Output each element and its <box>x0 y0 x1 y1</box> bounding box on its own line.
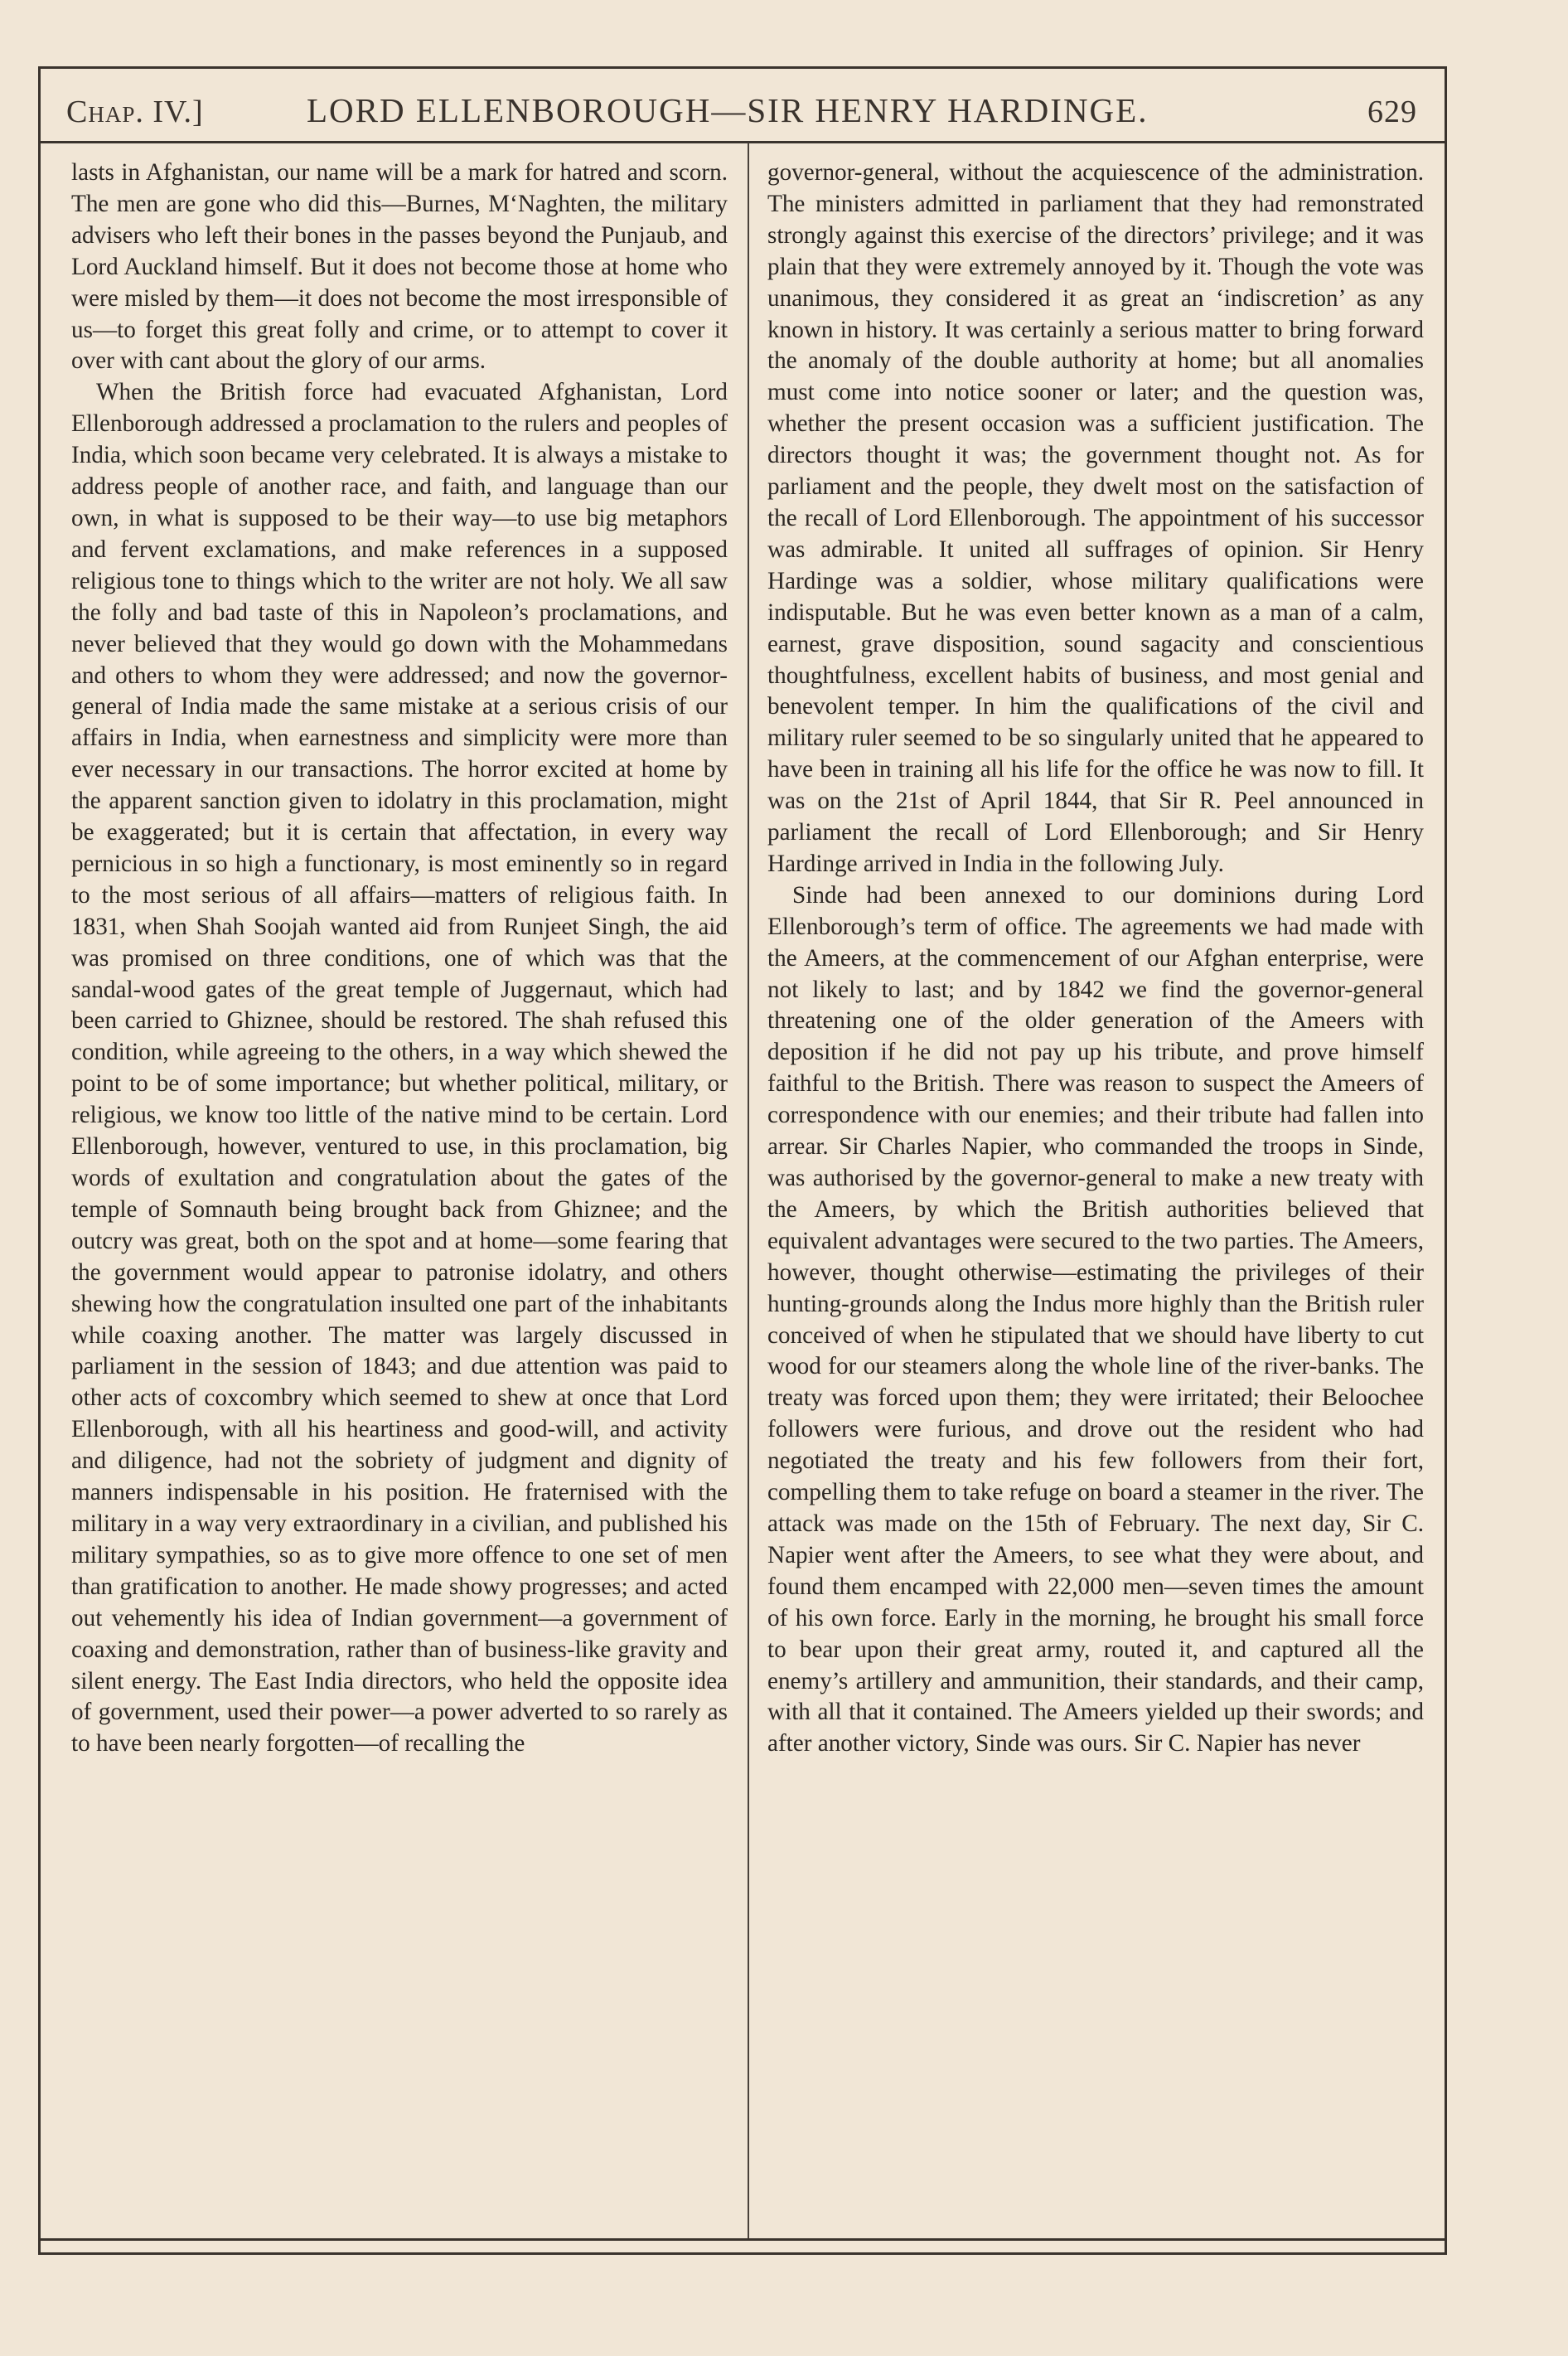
paragraph: lasts in Afghanistan, our name will be a mark for hatred and scorn. The men are gone who did this—Burnes, M‘Naghten, the military advisers who left their bones in the passes beyond the Punjaub, and Lord Auckland himself. But it does not become those at home who were misled by them—it does not become the most irresponsible of us—to forget this great folly and crime, or to attempt to cover it over with cant about the glory of our arms. <box>71 159 728 375</box>
footer-rule <box>38 2238 1447 2241</box>
page-number: 629 <box>1367 95 1417 129</box>
paragraph: governor-general, without the acquiescence of the administration. The ministers admitted in parliament that they had remonstrated strongly against this exercise of the directors’ privilege; and it was plain that they were extremely annoyed by it. Though the vote was unanimous, they considered it as great an ‘indiscretion’ as any known in history. It was certainly a serious matter to bring forward the anomaly of the double authority at home; but all anomalies must come into notice sooner or later; and the question was, whether the present occasion was a sufficient justification. The directors thought it was; the government thought not. As for parliament and the people, they dwelt most on the satisfaction of the recall of Lord Ellenborough. The appointment of his successor was admirable. It united all suffrages of opinion. Sir Henry Hardinge was a soldier, whose military qualifications were indisputable. But he was even better known as a man of a calm, earnest, grave disposition, sound sagacity and conscientious thoughtfulness, excellent habits of business, and most genial and benevolent temper. In him the qualifications of the civil and military ruler seemed to be so singularly united that he appeared to have been in training all his life for the office he was now to fill. It was on the 21st of April 1844, that Sir R. Peel announced in parliament the recall of Lord Ellenborough; and Sir Henry Hardinge arrived in India in the following July. <box>767 159 1424 877</box>
left-column <box>71 158 728 1760</box>
header-rule <box>38 141 1447 143</box>
right-column <box>767 158 1424 1760</box>
column-divider <box>748 143 749 2240</box>
paragraph: Sinde had been annexed to our dominions during Lord Ellenborough’s term of office. The agreements we had made with the Ameers, at the commencement of our Afghan enterprise, were not likely to last; and by 1842 we find the governor-general threatening one of the older generation of the Ameers with deposition if he did not pay up his tribute, and prove himself faithful to the British. There was reason to suspect the Ameers of correspondence with our enemies; and their tribute had fallen into arrear. Sir Charles Napier, who commanded the troops in Sinde, was authorised by the governor-general to make a new treaty with the Ameers, by which the British authorities believed that equivalent advantages were secured to the two parties. The Ameers, however, thought otherwise—estimating the privileges of their hunting-grounds along the Indus more highly than the British ruler conceived of when he stipulated that we should have liberty to cut wood for our steamers along the whole line of the river-banks. The treaty was forced upon them; they were irritated; their Beloochee followers were furious, and drove out the resident who had negotiated the treaty and his few followers from their fort, compelling them to take refuge on board a steamer in the river. The attack was made on the 15th of February. The next day, Sir C. Napier went after the Ameers, to see what they were about, and found them encamped with 22,000 men—seven times the amount of his own force. Early in the morning, he brought his small force to bear upon their great army, routed it, and captured all the enemy’s artillery and ammunition, their standards, and their camp, with all that it contained. The Ameers yielded up their swords; and after another victory, Sinde was ours. Sir C. Napier has never <box>767 881 1424 1757</box>
chapter-marker: Chap. IV.] <box>66 95 204 129</box>
paragraph: When the British force had evacuated Afghanistan, Lord Ellenborough addressed a proclamation to the rulers and peoples of India, which soon became very celebrated. It is always a mistake to address people of another race, and faith, and language than our own, in what is supposed to be their way—to use big metaphors and fervent exclamations, and make references in a supposed religious tone to things which to the writer are not holy. We all saw the folly and bad taste of this in Napoleon’s proclamations, and never believed that they would go down with the Mohammedans and others to whom they were addressed; and now the governor-general of India made the same mistake at a serious crisis of our affairs in India, when earnestness and simplicity were more than ever necessary in our transactions. The horror excited at home by the apparent sanction given to idolatry in this proclamation, might be exaggerated; but it is certain that affectation, in every way pernicious in so high a functionary, is most eminently so in regard to the most serious of all affairs—matters of religious faith. In 1831, when Shah Soojah wanted aid from Runjeet Singh, the aid was promised on three conditions, one of which was that the sandal-wood gates of the great temple of Juggernaut, which had been carried to Ghiznee, should be restored. The shah refused this condition, while agreeing to the others, in a way which shewed the point to be of some importance; but whether political, military, or religious, we know too little of the native mind to be certain. Lord Ellenborough, however, ventured to use, in this proclamation, big words of exultation and congratulation about the gates of the temple of Somnauth being brought back from Ghiznee; and the outcry was great, both on the spot and at home—some fearing that the government would appear to patronise idolatry, and others shewing how the congratulation insulted one part of the inhabitants while coaxing another. The matter was largely discussed in parliament in the session of 1843; and due attention was paid to other acts of coxcombry which seemed to shew at once that Lord Ellenborough, with all his heartiness and good-will, and activity and diligence, had not the sobriety of judgment and dignity of manners indispensable in his position. He fraternised with the military in a way very extraordinary in a civilian, and published his military sympathies, so as to give more offence to one set of men than gratification to another. He made showy progresses; and acted out vehemently his idea of Indian government—a government of coaxing and demonstration, rather than of business-like gravity and silent energy. The East India directors, who held the opposite idea of government, used their power—a power adverted to so rarely as to have been nearly forgotten—of recalling the <box>71 379 728 1757</box>
running-head <box>66 87 1417 145</box>
running-title: LORD ELLENBOROUGH—SIR HENRY HARDINGE. <box>307 91 1149 129</box>
